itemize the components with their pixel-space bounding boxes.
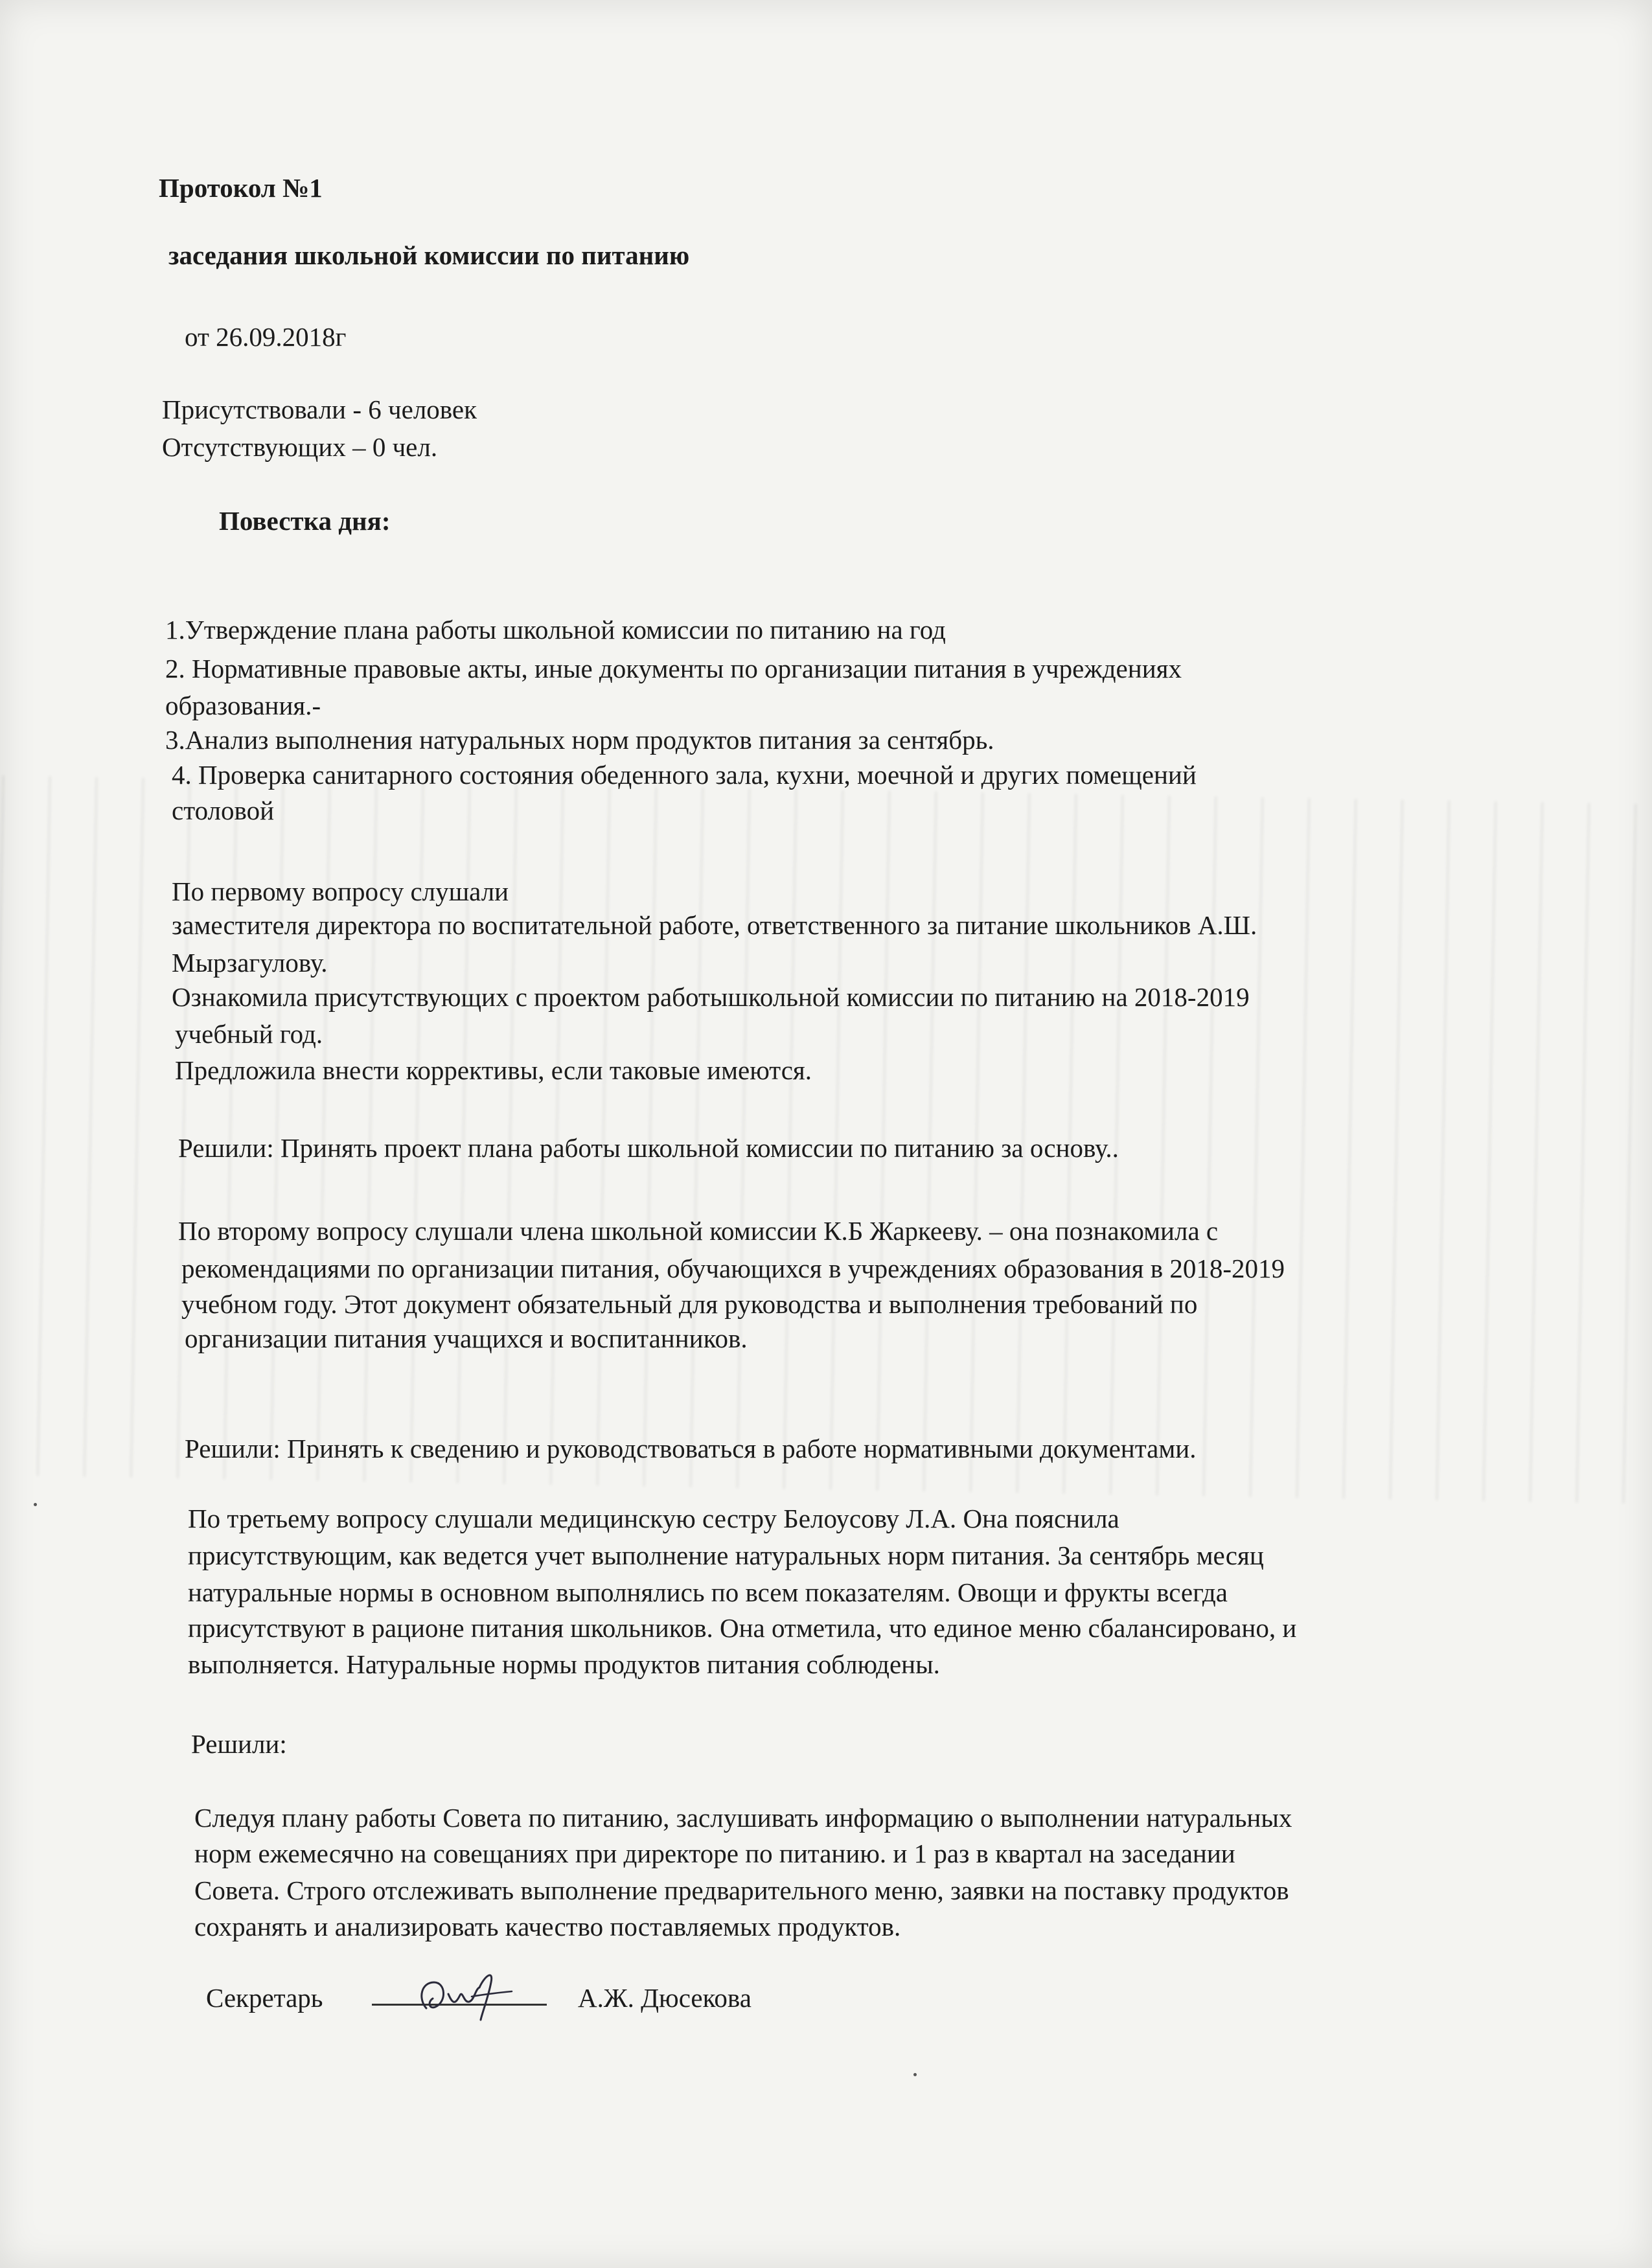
document-title: Протокол №1 — [159, 173, 323, 203]
document-subtitle: заседания школьной комиссии по питанию — [168, 240, 690, 270]
q1-decision: Решили: Принять проект плана работы школьной комиссии по питанию за основу.. — [178, 1133, 1119, 1163]
q3-decision-label: Решили: — [191, 1729, 287, 1759]
q3-decision-line: норм ежемесячно на совещаниях при директоре по питанию. и 1 раз в квартал на заседании — [194, 1838, 1235, 1868]
attendance-present: Присутствовали - 6 человек — [162, 395, 477, 424]
q3-line: присутствуют в рационе питания школьников. Она отметила, что единое меню сбалансировано, и — [188, 1613, 1297, 1643]
q2-line: рекомендациями по организации питания, обучающихся в учреждениях образования в 2018-2019 — [181, 1254, 1285, 1283]
q2-decision: Решили: Принять к сведению и руководствоваться в работе нормативными документами. — [185, 1434, 1197, 1463]
q1-line: заместителя директора по воспитательной работе, ответственного за питание школьников А.Ш. — [172, 910, 1257, 940]
secretary-label: Секретарь — [206, 1983, 323, 2013]
q2-line: организации питания учащихся и воспитанников. — [185, 1323, 748, 1353]
agenda-item: 2. Нормативные правовые акты, иные документы по организации питания в учреждениях — [165, 654, 1182, 683]
agenda-heading: Повестка дня: — [219, 506, 391, 536]
agenda-item: 3.Анализ выполнения натуральных норм продуктов питания за сентябрь. — [165, 725, 994, 755]
q3-line: По третьему вопросу слушали медицинскую сестру Белоусову Л.А. Она пояснила — [188, 1504, 1119, 1533]
q3-decision-line: Совета. Строго отслеживать выполнение предварительного меню, заявки на поставку продуктов — [194, 1875, 1289, 1905]
q1-line: По первому вопросу слушали — [172, 876, 509, 906]
agenda-item: столовой — [172, 796, 275, 825]
q1-line: Ознакомила присутствующих с проектом работышкольной комиссии по питанию на 2018-2019 — [172, 982, 1250, 1012]
q3-line: присутствующим, как ведется учет выполнение натуральных норм питания. За сентябрь месяц — [188, 1541, 1264, 1570]
q3-decision-line: сохранять и анализировать качество поставляемых продуктов. — [194, 1912, 901, 1942]
q1-line: Мырзагулову. — [172, 948, 328, 978]
scan-speck — [913, 2073, 917, 2076]
q2-line: По второму вопросу слушали члена школьной комиссии К.Б Жаркееву. – она познакомила с — [178, 1216, 1219, 1246]
attendance-absent: Отсутствующих – 0 чел. — [162, 432, 438, 462]
q1-line: Предложила внести коррективы, если таковые имеются. — [175, 1055, 812, 1085]
q3-line: выполняется. Натуральные нормы продуктов питания соблюдены. — [188, 1649, 940, 1679]
agenda-item: 4. Проверка санитарного состояния обеденного зала, кухни, моечной и других помещений — [172, 760, 1197, 790]
agenda-item: 1.Утверждение плана работы школьной комиссии по питанию на год — [165, 615, 946, 645]
scan-speck — [34, 1503, 37, 1506]
document-date: от 26.09.2018г — [185, 322, 347, 352]
handwritten-signature — [415, 1963, 518, 2021]
q3-line: натуральные нормы в основном выполнялись по всем показателям. Овощи и фрукты всегда — [188, 1577, 1228, 1607]
q2-line: учебном году. Этот документ обязательный для руководства и выполнения требований по — [181, 1289, 1198, 1319]
q1-line: учебный год. — [175, 1019, 323, 1049]
q3-decision-line: Следуя плану работы Совета по питанию, заслушивать информацию о выполнении натуральных — [194, 1803, 1292, 1833]
agenda-item: образования.- — [165, 691, 321, 720]
secretary-name: А.Ж. Дюсекова — [578, 1983, 751, 2013]
